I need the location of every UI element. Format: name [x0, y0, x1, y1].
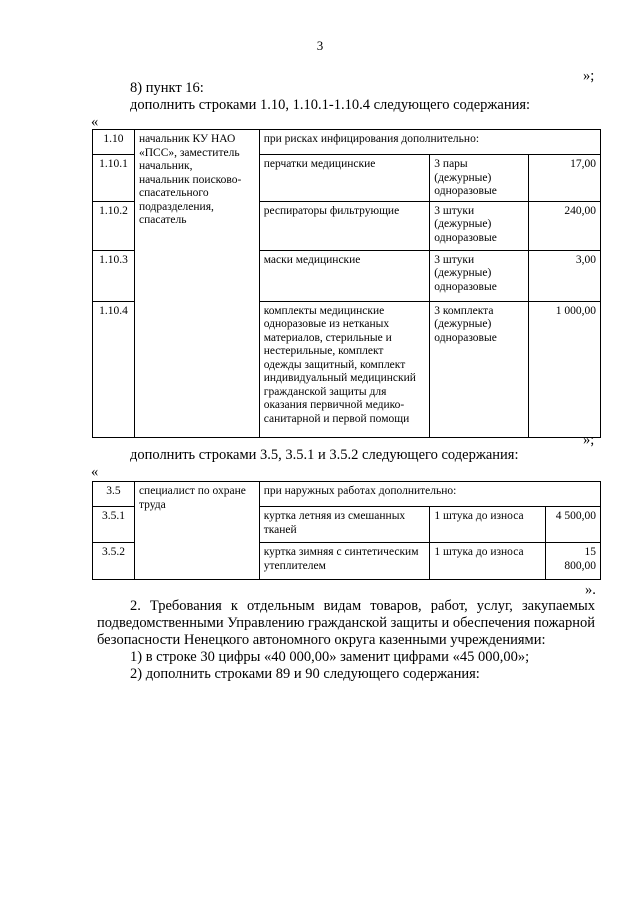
qty-cell: 1 штука до износа: [430, 507, 546, 543]
qty-line: (дежурные): [434, 318, 492, 330]
item-line: куртка летняя из смешанных: [263, 510, 406, 522]
item-cell: [259, 301, 430, 437]
qty-line: (дежурные): [434, 218, 492, 230]
qty-line: 3 штуки: [434, 204, 475, 217]
position-line: спасательного: [138, 187, 209, 199]
qty-cell: [430, 201, 529, 250]
qty-cell: [430, 155, 529, 202]
table-row: [93, 130, 601, 155]
position-cell-continued: [134, 250, 259, 301]
item-cell: [259, 507, 430, 543]
item-line: куртка зимняя с синтетическим: [263, 546, 419, 558]
opening-quote: «: [91, 114, 99, 130]
item-line: нестерильные, комплект: [263, 345, 384, 357]
page-number: 3: [316, 38, 324, 53]
closing-quote: ».: [585, 582, 596, 598]
item-line: тканей: [263, 523, 297, 536]
item-line: индивидуальный медицинский: [263, 372, 416, 384]
item-cell: респираторы фильтрующие: [259, 201, 430, 250]
price-cell: 15 800,00: [546, 543, 601, 580]
row-number: 3.5.1: [93, 507, 135, 543]
qty-line: одноразовые: [434, 185, 497, 197]
item-8-heading: 8) пункт 16:: [130, 80, 204, 96]
qty-cell: [430, 250, 529, 301]
add-rows-instruction: дополнить строками 1.10, 1.10.1-1.10.4 следующего содержания:: [130, 97, 531, 113]
table-row: [93, 250, 601, 301]
closing-quote: »;: [583, 432, 595, 448]
position-line: начальник КУ НАО: [138, 133, 236, 145]
qty-line: одноразовые: [434, 280, 497, 293]
item-line: оказания первичной медико-: [263, 399, 405, 411]
item-cell: перчатки медицинские: [259, 155, 430, 202]
opening-quote: «: [91, 464, 99, 480]
position-line: подразделения,: [138, 200, 214, 213]
position-line: начальник поисково-: [138, 173, 242, 186]
item-line: одежды защитный, комплект: [263, 358, 406, 371]
row-number: 1.10.3: [93, 250, 135, 301]
condition-cell: при рисках инфицирования дополнительно:: [259, 130, 600, 155]
table-2: [92, 481, 601, 580]
table-1: [92, 129, 601, 438]
row-number: 3.5: [93, 482, 135, 507]
price-cell: 3,00: [529, 250, 601, 301]
row-number: 1.10.4: [93, 301, 135, 437]
paragraph-line: 2. Требования к отдельным видам товаров, работ, услуг, закупаемых: [130, 598, 595, 614]
item-cell: маски медицинские: [259, 250, 430, 301]
condition-cell: при наружных работах дополнительно:: [259, 482, 600, 507]
section-2-item-1: 1) в строке 30 цифры «40 000,00» заменит цифрами «45 000,00»;: [130, 649, 530, 665]
qty-line: 3 комплекта: [434, 304, 494, 317]
position-line: специалист по охранe: [138, 485, 246, 497]
item-line: санитарной и первой помощи: [263, 412, 410, 425]
qty-line: одноразовые: [434, 231, 497, 244]
qty-line: (дежурные): [434, 267, 492, 279]
position-line: спасатель: [138, 214, 187, 226]
qty-cell: 1 штука до износа: [430, 543, 546, 580]
position-cell-continued: [134, 301, 259, 437]
closing-quote: »;: [583, 68, 595, 84]
row-number: 1.10: [93, 130, 135, 155]
position-line: начальник,: [138, 160, 193, 172]
paragraph-line: безопасности Ненецкого автономного округа казенными учреждениями:: [97, 632, 546, 648]
table-row: [93, 301, 601, 437]
qty-cell: [430, 301, 529, 437]
qty-line: 3 пары (дежурные): [434, 158, 492, 184]
qty-line: одноразовые: [434, 331, 497, 344]
paragraph-line: подведомственными Управлению гражданской защиты и обеспечения пожарной: [97, 615, 595, 631]
price-cell: 240,00: [529, 201, 601, 250]
position-line: труда: [138, 498, 166, 511]
item-line: материалов, стерильные и: [263, 331, 392, 344]
position-cell: [134, 482, 259, 580]
row-number: 1.10.1: [93, 155, 135, 202]
qty-line: 3 штуки: [434, 253, 475, 266]
section-2-item-2: 2) дополнить строками 89 и 90 следующего содержания:: [130, 666, 480, 682]
item-line: утеплителем: [263, 559, 326, 572]
price-cell: 17,00: [529, 155, 601, 202]
row-number: 3.5.2: [93, 543, 135, 580]
item-cell: [259, 543, 430, 580]
item-line: гражданской защиты для: [263, 385, 387, 398]
item-line: одноразовые из нетканых: [263, 318, 390, 330]
price-cell: 4 500,00: [546, 507, 601, 543]
position-cell: [134, 130, 259, 251]
row-number: 1.10.2: [93, 201, 135, 250]
price-cell: 1 000,00: [529, 301, 601, 437]
add-rows-instruction-2: дополнить строками 3.5, 3.5.1 и 3.5.2 следующего содержания:: [130, 447, 519, 463]
section-2-paragraph: [97, 598, 595, 649]
table-row: [93, 482, 601, 507]
item-line: комплекты медицинские: [263, 304, 385, 317]
position-line: «ПСС», заместитель: [138, 146, 240, 159]
